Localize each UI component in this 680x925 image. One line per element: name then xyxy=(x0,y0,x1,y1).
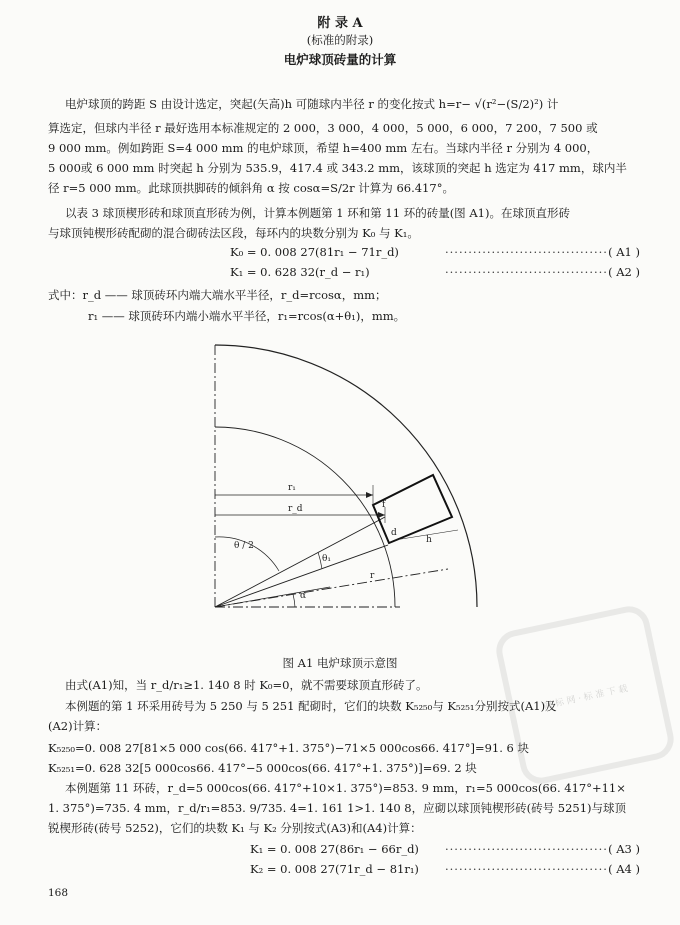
label-r1: r₁ xyxy=(288,483,296,493)
label-theta1: θ₁ xyxy=(322,554,332,564)
label-rd: r_d xyxy=(288,504,303,514)
para1-line3: 9 000 mm。例如跨距 S=4 000 mm 的电炉球顶，希望 h=400 mm 左右。当球内半径 r 分别为 4 000， xyxy=(48,141,599,155)
label-theta-half: θ / 2 xyxy=(234,541,254,551)
para3-line1: 由式(A1)知，当 r_d/r₁≥1. 140 8 时 K₀=0，就不需要球顶直形砖了。 xyxy=(65,678,428,692)
appendix-heading: 附 录 A xyxy=(317,16,363,31)
para3-line6: 本例题第 11 环砖，r_d=5 000cos(66. 417°+10×1. 375°)=853. 9 mm，r₁=5 000cos(66. 417°+11× xyxy=(65,781,626,795)
equation-a3-dots: ··································· xyxy=(445,842,608,856)
equation-a2-dots: ··································· xyxy=(445,265,608,279)
para1-line2: 算选定，但球内半径 r 最好选用本标准规定的 2 000，3 000，4 000，5 000，6 000，7 200，7 500 或 xyxy=(48,121,598,135)
para3-line2: 本例题的第 1 环采用砖号为 5 250 与 5 251 配砌时，它们的块数 K₅₂₅₀与 K₅₂₅₁分别按式(A1)及 xyxy=(65,699,557,713)
label-h: h xyxy=(426,535,432,545)
inner-arc xyxy=(215,427,395,607)
equation-a1-dots: ··································· xyxy=(445,245,608,259)
appendix-note: (标准的附录) xyxy=(306,33,374,47)
label-d: d xyxy=(391,528,397,538)
para2-line1: 以表 3 球顶楔形砖和球顶直形砖为例，计算本例题第 1 环和第 11 环的砖量(图 A1)。在球顶直形砖 xyxy=(65,206,570,220)
equation-a3-ref: ( A3 ) xyxy=(608,842,640,856)
para3-line7: 1. 375°)=735. 4 mm，r_d/r₁=853. 9/735. 4=1. 161 1>1. 140 8，应砌以球顶钝楔形砖(砖号 5251)与球顶 xyxy=(48,801,627,815)
watermark-text: 商 标 网 · 标 准 下 载 xyxy=(542,684,629,712)
alpha-arc xyxy=(293,594,295,607)
figure-caption: 图 A1 电炉球顶示意图 xyxy=(282,656,398,670)
alpha-line xyxy=(215,587,330,607)
para3-line5: K₅₂₅₁=0. 628 32[5 000cos66. 417°−5 000cos(66. 417°+1. 375°)]=69. 2 块 xyxy=(48,761,477,775)
equation-a3: K₁ = 0. 008 27(86r₁ − 66r_d) xyxy=(250,842,419,856)
para1-line5: 径 r=5 000 mm。此球顶拱脚砖的倾斜角 α 按 cosα=S/2r 计算为 66.417°。 xyxy=(48,181,454,195)
page-number: 168 xyxy=(48,887,69,899)
where-line2: r₁ —— 球顶砖环内端小端水平半径，r₁=rcos(α+θ₁)，mm。 xyxy=(88,309,406,323)
equation-a1: K₀ = 0. 008 27(81r₁ − 71r_d) xyxy=(230,245,399,259)
para3-line8: 锐楔形砖(砖号 5252)，它们的块数 K₁ 与 K₂ 分别按式(A3)和(A4)计算： xyxy=(48,821,422,835)
r1-arrow xyxy=(366,492,373,498)
para1-line1: 电炉球顶的跨距 S 由设计选定，突起(矢高)h 可随球内半径 r 的变化按式 h=r− √(r²−(S/2)²) 计 xyxy=(65,97,559,111)
label-f: f xyxy=(382,500,386,510)
equation-a2: K₁ = 0. 628 32(r_d − r₁) xyxy=(230,265,370,279)
label-r: r xyxy=(370,571,375,581)
para2-line2: 与球顶钝楔形砖配砌的混合砌砖法区段，每环内的块数分别为 K₀ 与 K₁。 xyxy=(48,226,419,240)
equation-a4-ref: ( A4 ) xyxy=(608,862,640,876)
appendix-title: 电炉球顶砖量的计算 xyxy=(283,52,397,67)
equation-a1-ref: ( A1 ) xyxy=(608,245,640,259)
where-line1: 式中：r_d —— 球顶砖环内端大端水平半径，r_d=rcosα，mm； xyxy=(48,288,387,302)
para3-line3: (A2)计算： xyxy=(48,719,108,733)
watermark-logo xyxy=(490,600,680,790)
para1-line4: 5 000或 6 000 mm 时突起 h 分别为 535.9，417.4 或 343.2 mm，该球顶的突起 h 选定为 417 mm，球内半 xyxy=(48,161,627,175)
para3-line4: K₅₂₅₀=0. 008 27[81×5 000 cos(66. 417°+1. 375°)−71×5 000cos66. 417°]=91. 6 块 xyxy=(48,741,529,755)
equation-a2-ref: ( A2 ) xyxy=(608,265,640,279)
equation-a4-dots: ··································· xyxy=(445,862,608,876)
outer-arc xyxy=(215,345,477,607)
label-alpha: α xyxy=(300,591,307,601)
equation-a4: K₂ = 0. 008 27(71r_d − 81r₁) xyxy=(250,862,419,876)
